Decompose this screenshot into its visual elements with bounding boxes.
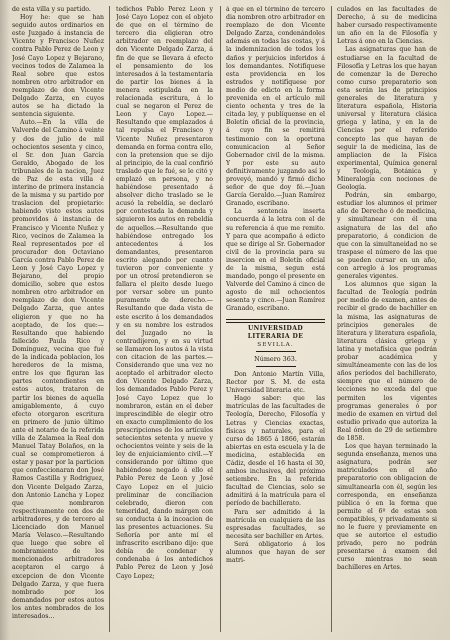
col2-para: tedichos Pablo Perez Leon y José Cayo Lopez con el objeto de que en el término de tercero dia eligieran otro arbitrador en reemplazo del don Vicente Delgado Zarza, á fin de que se llevara á efecto el pensamiento de los interesados á la testamentaría de partir los bienes á la menera estipulada en la relacionada escritura, á lo cual se negaron el Perez de Leon y Cayo Lopez.—Resultando que emplazados á tal repulsa el Francisco y Vicente Nuñez presentaron demanda en forma contra ello, con la pretension que se dijo al principio, de la cual confirió traslado que le fué, se le citó y emplazó en persona, y no habiéndose presentado á absolver dicho traslado se le acusó la rebeldía, se declaró por contestada la demanda y siguieron los autos en rebeldía de aquellos.—Resultando que habiéndose entregado los antecedentes á los demandantes, presentaron escrito alegando por cuanto tuvieron por conveniente y por un otrosí pretendieron se fallara el pleito desde luego por versar sobre un punto puramente de derecho.—Resultando que dada vista de este escrito á los demandados y en su nombre los estrados del Juzgado no la contradijeron, y en su virtud se llamaron los autos á la vista con citacion de las partes.—Considerando que una vez no aceptado el arbitrador electo don Vicente Delgado Zarza, los demandados Pablo Perez y José Cayo Lopez que lo nombraron, están en el deber imprescindible de elegir otro en exacto cumplimiento de los prescripciones de los artículos setecientos setenta y nueve y ochocientos veinte y seis de la ley de enjuiciamiento civil.—Y considerando por último que habiéndose negado á ello el Pablo Perez de Leon y José Cayo Lopez en el juicio preliminar de conciliacion celebrado, dieron con temeridad, dando márgen con su conducta á la incoacion de las presentes actuaciones. Su Señoría por ante mí el infrascrito escribano dijo: que debía de condenar y condenaba á los antedichos Pablo Perez de Leon y José Cayo Lopez; — [116, 6, 213, 580]
col4-para: Los que hayan terminado la segunda enseñanza, menos una asignatura, podrán ser matriculados en el año preparatorio con obligacion de simultanearla con él, según les corresponda, en enseñanza pública ó en la forma que permite el 6º de estas son compatibles, y privadamente si no le fuere y previamente en que se autorice el estudio privado, pero no podrán presentarse á examen del curso mientras no sean bachilleres en Artes. — [337, 443, 437, 572]
col1-line: de esta villa y su partido. — [12, 6, 91, 13]
university-city: SEVILLA. — [257, 341, 294, 348]
col3-para: La sentencia inserta concuerda á la letra con el de su referencia á que me remito. Y para que acompaño á edicto que se dirige al Sr. Gobernador civil de la provincia para su insercion en el Boletín oficial de la misma, segun está mandado, pongo el presente en Valverde del Camino á cinco de agosto de mil ochocientos sesenta y cinco.—Juan Ramírez Granado, escribano. — [226, 208, 325, 313]
col3-para: Hago saber: que las matrículas de las facultades de Teología, Derecho, Filosofía y Letras y Ciencias exactas, físicas y naturales, para el curso de 1865 á 1866, estarán abiertas en esta escuela y la de medicina, establecida en Cádiz, desde el 16 hasta el 30, ambos inclusives, del próximo setiembre. En la referida facultad de Ciencias, solo se admitirá á la matrícula para el período de bachillerato. — [226, 395, 325, 508]
column-1 — [12, 6, 104, 636]
column-rule — [109, 6, 110, 632]
university-title: UNIVERSIDAD LITERARIA DE — [247, 324, 304, 340]
col3-para: á que en el término de tercero dia nombren otro arbitrador en reemplazo de don Vicente Delgado Zarza, condenándoles además en todas las costas, y á la indemnizacion de todos los daños y perjuicios inferidos á los demandantes. Notifíquese esta providencia en los estrados y notifíquese por medio de edicto en la forma prevenida en el artículo mil ciento ochenta y tres de la citada ley, y publíquense en el Boletín oficial de la provincia, á cuyo fin se remitirá testimonio con la oportuna comunicacion al Señor Gobernador civil de la misma. Y por este su auto definitivamente juzgando así lo proveyó, mandó y firmó dicho señor de que doy fé.—Juan García Geraldo.—Juan Ramírez Granado, escribano. — [226, 6, 325, 208]
binding-shadow — [0, 0, 10, 640]
col3-para: Don Antonio Martín Villa, Rector por S. M. de esta Universidad literaria etc. — [226, 370, 325, 395]
column-2 — [116, 6, 213, 636]
col3-para: Para ser admitido á la matrícula en cualquiera de las espresadas facultades, se necesita ser bachiller en Artes. — [226, 508, 325, 540]
col4-para: Las asignaturas que han de estudiarse en la facultad de Filosofía y Letras los que hayan de comenzar la de Derecho como curso preparatorio son esta serán las de principios generales de literatura y literatura española, Historia universal y literatura clásica griega y latina, y en la de Ciencias por el referido concepto las que hayan de seguir la de medicina, las de ampliacion de la Física experimental, Química general y Teología, Botánica y Mineralogía con nociones de Geología. — [337, 46, 437, 192]
notice-number: Número 363. — [254, 354, 297, 363]
double-rule — [226, 319, 325, 323]
col4-para: culados en las facultades de Derecho, á su de medicina haber cursado respectivamente un año en la de Filosofía y Letras á ono en la Ciencias. — [337, 6, 437, 46]
col1-para: Auto.—En la villa de Valverde del Camino á veinte y dos de julio de mil ochocientos sesenta y cinco, el Sr. don Juan García Geraldo, Abogado de los tribunales de la nacion, Juez de Paz de esta villa é interino de primera instancia de la misma y su partido por traslacion del propietario: habiendo visto estos autos promovidos á instancia de Francisco y Vicente Nuñez y Rico, vecinos de Zalamea la Real representados por el procurador don Octaviano García contra Pablo Perez de Leon y José Cayo Lopez y Bejarano, del propio domicilio, sobre que estos nombren otro arbitrador en reemplazo de don Vicente Delgado Zarza, que antes eligieron y que no ha aceptado, de los que:—Resultando que habiendo fallecido Paula Rico y Domínguez, vecina que fué de la indicada poblacion, los herederos de la misma, entre los que figuran las partes contendientes en estos autos, trataron de partir los bienes de aquella amigablemente, á cuyo efecto otorgaron escritura en primero de junio último ante el notario de la referida villa de Zalamea la Real don Manuel Tatay Bolaños, en la cual se comprometieron á estar y pasar por la particion que confeccionaran don José Ramos Castilla y Rodriguez, don Vicente Delgado Zarza, don Antonio Lancha y Lopez que nombraron respectivamente con dos de arbitradores, y de tercero al Licenciado don Manuel María Velasco.—Resultando que luego que sobre el nombramiento de los mencionados arbitradores aceptaron el cargo á excepcion de don Vicente Delgado Zarza, y que fuera nombrado por los demandados por estos autos los antes nombrados de los interesados... — [12, 119, 104, 621]
col4-para: Los alumnos que sigan la facultad de Teología podrán por medio de examen, antes de recibir el grado de bachiller en la misma, las asignaturas de principios generales de literatura y literatura española, literatura clásica griega y latina y metafísica que podrán probar académica y simultáneamente con las de los años períodos del bachillerato, siempre que el número de lecciones no exceda del que permiten los vigentes programas generales ó por medio de examen en virtud del estudio privado que autoriza la Real órden de 29 de setiembre de 1858. — [337, 281, 437, 442]
column-rule — [331, 6, 332, 632]
column-3 — [226, 6, 325, 636]
short-rule — [256, 366, 296, 367]
short-rule — [256, 351, 296, 352]
column-rule — [220, 6, 221, 632]
col3-para: Será obligatorio á los alumnos que hayan de ser matri- — [226, 540, 325, 565]
col1-para: Hoy he: que se han seguido autos ordinarios en este Juzgado á instancia de Vicente y Francisco Nuñez contra Pablo Perez de Leon y José Cayo Lopez y Bejarano, vecinos todos de Zalamea la Real sobre que estos nombren otro arbitrador en reemplazo de don Vicente Delgado Zarza, en cuyos autos se ha dictado la sentencia siguiente. — [12, 14, 104, 119]
col4-para: Podrán, sin embargo, estudiar los alumnos el primer año de Derecho ó de medicina, y simultanear con él una asignatura de las del año preparatorio, á condicion de que con la simultaneidad no se traspase el número de las que se pueden cursar en un año, con arreglo á los programas generales vigentes. — [337, 192, 437, 281]
university-notice-header — [226, 319, 325, 367]
column-4 — [337, 6, 437, 636]
